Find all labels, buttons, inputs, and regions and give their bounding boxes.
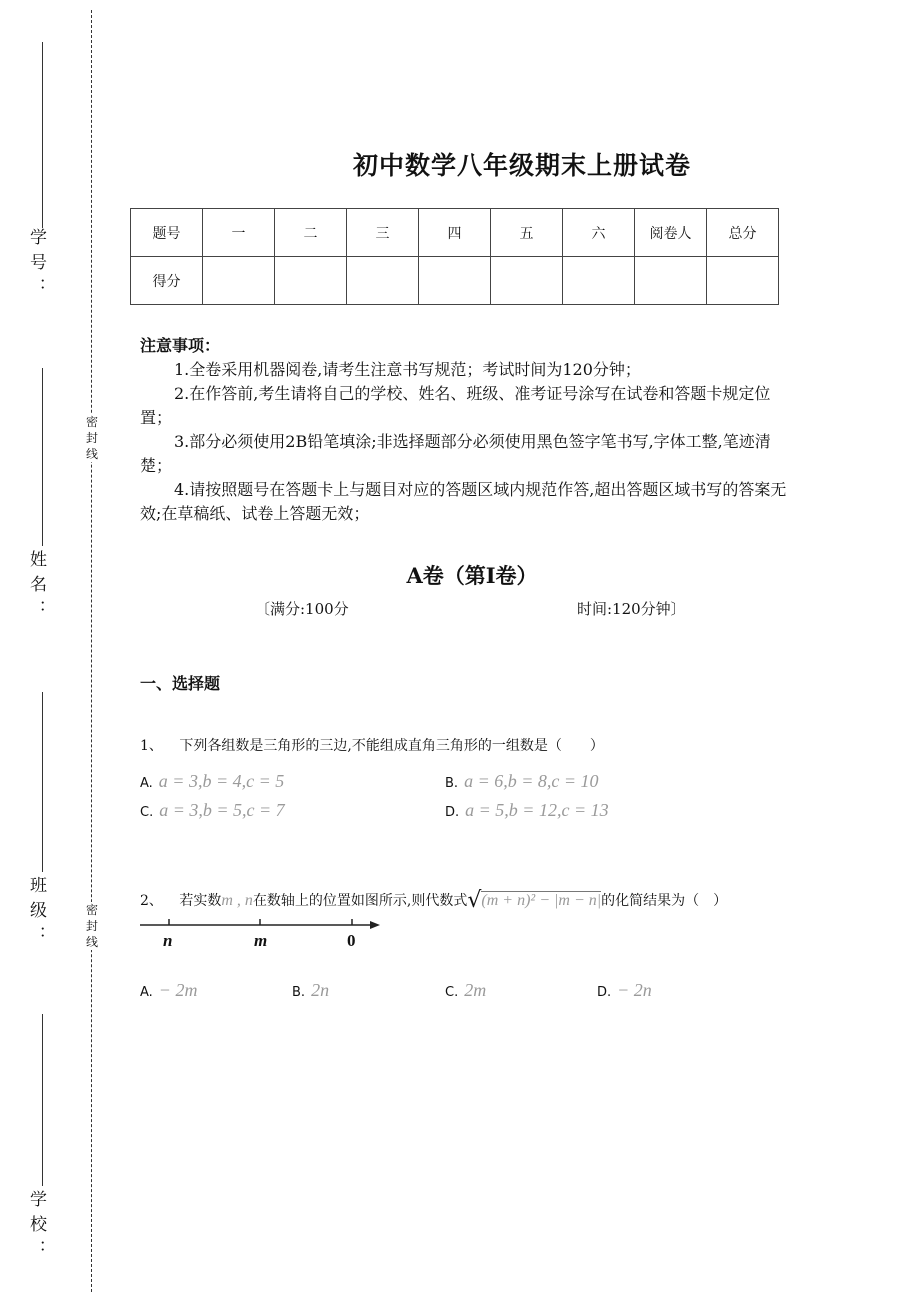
full-score: 〔满分:100分 <box>255 600 349 618</box>
name-fill-line[interactable] <box>42 368 43 546</box>
notice-item: 2.在作答前,考生请将自己的学校、姓名、班级、准考证号涂写在试卷和答题卡规定位置； <box>140 384 771 427</box>
score-row-label: 得分 <box>131 257 203 305</box>
number-line-arrow-icon <box>370 921 380 929</box>
notice-heading: 注意事项： <box>140 336 221 355</box>
score-table-header-row <box>131 209 779 257</box>
number-line-label-zero: 0 <box>347 931 356 950</box>
score-cell[interactable] <box>635 257 707 305</box>
question-text: 下列各组数是三角形的三边,不能组成直角三角形的一组数是（ ） <box>179 738 604 754</box>
table-header-cell: 四 <box>419 209 491 257</box>
question-text-before: 若实数 <box>179 893 222 909</box>
school-fill-line[interactable] <box>42 1014 43 1186</box>
score-cell[interactable] <box>491 257 563 305</box>
score-cell[interactable] <box>347 257 419 305</box>
name-label: 姓名： <box>26 550 46 625</box>
option-a[interactable]: A. a = 3,b = 4,c = 5 <box>140 771 285 791</box>
table-header-cell: 五 <box>491 209 563 257</box>
radical-sign-icon: √ <box>467 888 482 913</box>
notice-item: 3.部分必须使用2B铅笔填涂;非选择题部分必须使用黑色签字笔书写,字体工整,笔迹清楚； <box>140 432 771 475</box>
exam-time: 时间:120分钟〕 <box>577 600 686 618</box>
question-text-after: 的化简结果为（ ） <box>601 893 728 909</box>
school-label: 学校： <box>26 1190 46 1265</box>
notice-item: 4.请按照题号在答题卡上与题目对应的答题区域内规范作答,超出答题区域书写的答案无效;在草稿纸、试卷上答题无效； <box>140 480 787 523</box>
table-header-cell: 六 <box>563 209 635 257</box>
option-a[interactable]: A. − 2m <box>140 980 198 1000</box>
student-id-label: 学号： <box>26 228 46 303</box>
number-line-label-n: n <box>163 931 173 950</box>
student-id-fill-line[interactable] <box>42 42 43 228</box>
table-header-cell: 总分 <box>707 209 779 257</box>
table-header-cell: 一 <box>203 209 275 257</box>
option-b[interactable]: B. a = 6,b = 8,c = 10 <box>445 771 599 791</box>
option-b[interactable]: B. 2n <box>292 980 330 1000</box>
question-expression: (m + n)² − |m − n| <box>481 892 602 909</box>
question-1 <box>140 735 604 755</box>
question-number: 1、 <box>140 738 163 754</box>
option-d[interactable]: D. a = 5,b = 12,c = 13 <box>445 800 609 820</box>
section-title: 一、选择题 <box>140 674 221 693</box>
question-2 <box>140 886 727 911</box>
number-line-label-m: m <box>254 931 268 950</box>
score-cell[interactable] <box>707 257 779 305</box>
notice-item: 1.全卷采用机器阅卷,请考生注意书写规范；考试时间为120分钟； <box>174 360 641 379</box>
score-table <box>130 208 779 305</box>
exam-title: 初中数学八年级期末上册试卷 <box>352 151 691 180</box>
class-label: 班级： <box>26 876 46 951</box>
score-table-score-row <box>131 257 779 305</box>
table-header-cell: 阅卷人 <box>635 209 707 257</box>
table-header-cell: 二 <box>275 209 347 257</box>
seal-line-lower: 密 封 线 <box>85 903 98 949</box>
class-fill-line[interactable] <box>42 692 43 872</box>
score-cell[interactable] <box>275 257 347 305</box>
score-cell[interactable] <box>563 257 635 305</box>
table-header-cell: 三 <box>347 209 419 257</box>
seal-line-upper: 密 封 线 <box>85 415 98 461</box>
option-c[interactable]: C. a = 3,b = 5,c = 7 <box>140 800 285 820</box>
option-d[interactable]: D. − 2n <box>597 980 652 1000</box>
question-number: 2、 <box>140 893 163 909</box>
question-text-middle: 在数轴上的位置如图所示,则代数式 <box>252 893 468 909</box>
binding-dashed-line <box>91 10 92 1292</box>
notice-block <box>140 334 790 526</box>
volume-title: A卷（第I卷） <box>406 563 538 588</box>
score-cell[interactable] <box>419 257 491 305</box>
table-header-cell: 题号 <box>131 209 203 257</box>
question-vars: m , n <box>221 892 253 909</box>
score-cell[interactable] <box>203 257 275 305</box>
option-c[interactable]: C. 2m <box>445 980 487 1000</box>
